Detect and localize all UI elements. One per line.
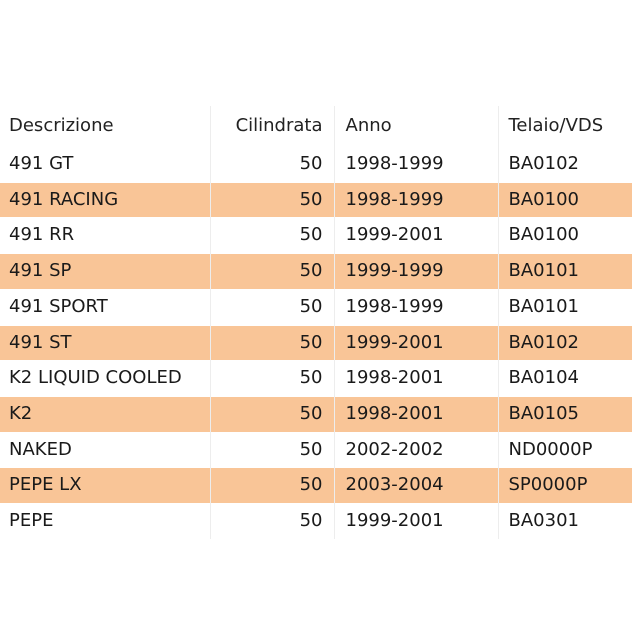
cell-anno: 1998-1999 xyxy=(334,182,498,218)
cell-anno: 1999-2001 xyxy=(334,325,498,361)
header-cilindrata: Cilindrata xyxy=(210,106,334,147)
cell-descrizione: NAKED xyxy=(0,432,210,468)
cell-anno: 1999-2001 xyxy=(334,218,498,254)
cell-cilindrata: 50 xyxy=(210,254,334,290)
cell-telaio: BA0101 xyxy=(498,289,632,325)
table-row xyxy=(0,218,632,254)
cell-anno: 1998-2001 xyxy=(334,396,498,432)
cell-descrizione: 491 SP xyxy=(0,254,210,290)
table-row xyxy=(0,361,632,397)
table-row xyxy=(0,289,632,325)
table-row xyxy=(0,182,632,218)
cell-telaio: BA0101 xyxy=(498,254,632,290)
cell-anno: 2003-2004 xyxy=(334,468,498,504)
cell-cilindrata: 50 xyxy=(210,147,334,183)
cell-descrizione: 491 SPORT xyxy=(0,289,210,325)
cell-cilindrata: 50 xyxy=(210,504,334,539)
cell-cilindrata: 50 xyxy=(210,468,334,504)
table-header xyxy=(0,106,632,147)
table-row xyxy=(0,325,632,361)
table-row xyxy=(0,432,632,468)
cell-telaio: SP0000P xyxy=(498,468,632,504)
cell-descrizione: PEPE xyxy=(0,504,210,539)
table-row xyxy=(0,396,632,432)
vehicle-table xyxy=(0,106,632,539)
cell-anno: 1999-1999 xyxy=(334,254,498,290)
cell-cilindrata: 50 xyxy=(210,289,334,325)
header-anno: Anno xyxy=(334,106,498,147)
cell-anno: 1998-1999 xyxy=(334,147,498,183)
cell-descrizione: 491 RACING xyxy=(0,182,210,218)
cell-descrizione: 491 GT xyxy=(0,147,210,183)
header-descrizione: Descrizione xyxy=(9,115,114,136)
cell-telaio: BA0100 xyxy=(498,182,632,218)
table-body xyxy=(0,147,632,539)
cell-anno: 1999-2001 xyxy=(334,504,498,539)
cell-telaio: BA0102 xyxy=(498,325,632,361)
table-row xyxy=(0,468,632,504)
cell-descrizione: PEPE LX xyxy=(0,468,210,504)
cell-telaio: BA0100 xyxy=(498,218,632,254)
cell-telaio: ND0000P xyxy=(498,432,632,468)
cell-telaio: BA0105 xyxy=(498,396,632,432)
cell-cilindrata: 50 xyxy=(210,396,334,432)
header-row xyxy=(0,106,632,147)
table-row xyxy=(0,147,632,183)
cell-telaio: BA0102 xyxy=(498,147,632,183)
cell-cilindrata: 50 xyxy=(210,361,334,397)
cell-cilindrata: 50 xyxy=(210,432,334,468)
cell-anno: 2002-2002 xyxy=(334,432,498,468)
table-row xyxy=(0,504,632,539)
cell-descrizione: 491 ST xyxy=(0,325,210,361)
cell-descrizione: 491 RR xyxy=(0,218,210,254)
cell-telaio: BA0104 xyxy=(498,361,632,397)
cell-descrizione: K2 xyxy=(0,396,210,432)
cell-anno: 1998-1999 xyxy=(334,289,498,325)
table-row xyxy=(0,254,632,290)
cell-descrizione: K2 LIQUID COOLED xyxy=(0,361,210,397)
vehicle-table-container xyxy=(0,106,632,539)
header-telaio: Telaio/VDS xyxy=(498,106,632,147)
cell-telaio: BA0301 xyxy=(498,504,632,539)
cell-cilindrata: 50 xyxy=(210,325,334,361)
cell-cilindrata: 50 xyxy=(210,182,334,218)
cell-anno: 1998-2001 xyxy=(334,361,498,397)
cell-cilindrata: 50 xyxy=(210,218,334,254)
